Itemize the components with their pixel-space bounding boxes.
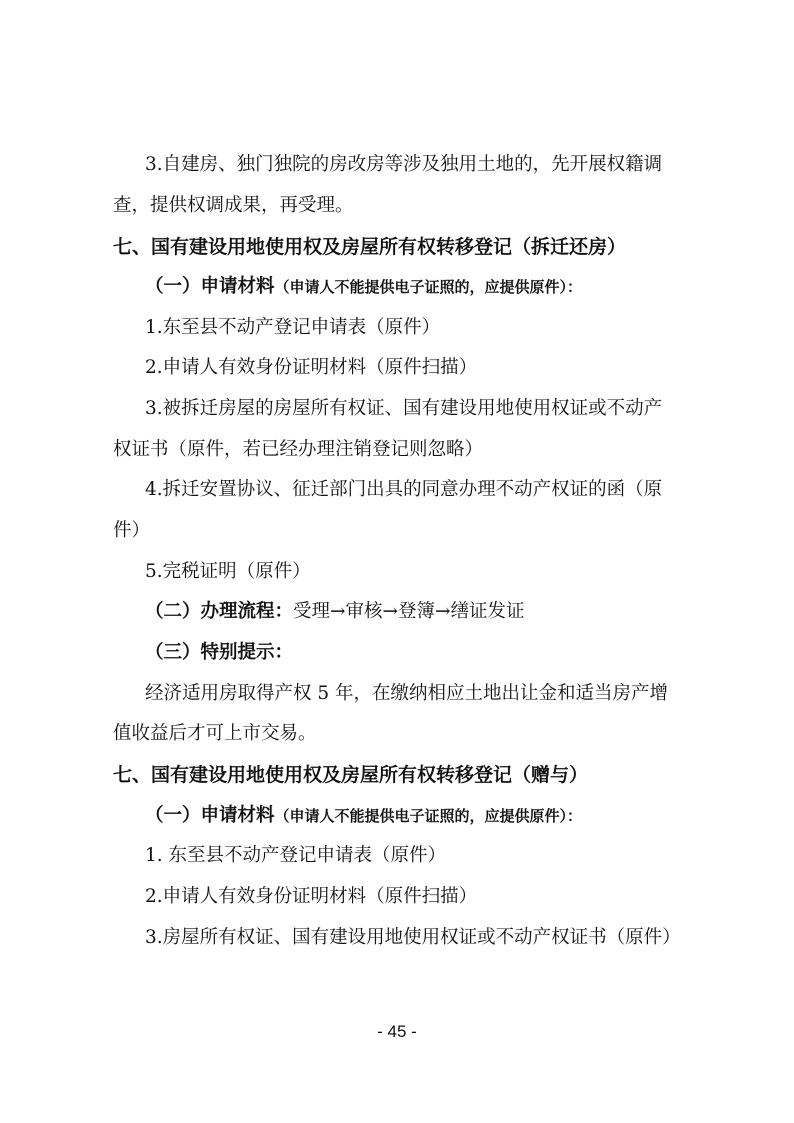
subsection-heading <box>145 641 293 665</box>
subsection-heading <box>145 804 582 828</box>
list-item: 1. 东至县不动产登记申请表（原件） <box>145 845 447 866</box>
subsection-label: （一）申请材料 <box>145 276 275 297</box>
paragraph-line: 3.自建房、独门独院的房改房等涉及独用土地的，先开展权籍调 <box>145 154 663 175</box>
list-item: 3.房屋所有权证、国有建设用地使用权证或不动产权证书（原件） <box>145 927 681 948</box>
subsection-note: （申请人不能提供电子证照的，应提供原件）： <box>274 278 583 296</box>
list-item-continuation: 权证书（原件，若已经办理注销登记则忽略） <box>113 439 484 460</box>
subsection-note: （申请人不能提供电子证照的，应提供原件）： <box>274 807 583 825</box>
list-item-continuation: 件） <box>113 520 151 541</box>
paragraph-line: 经济适用房取得产权 5 年，在缴纳相应土地出让金和适当房产增 <box>145 683 669 704</box>
list-item: 5.完税证明（原件） <box>145 561 311 582</box>
subsection-heading <box>145 275 582 299</box>
list-item: 4.拆迁安置协议、征迁部门出具的同意办理不动产权证的函（原 <box>145 479 663 500</box>
subsection-label: （二）办理流程： <box>145 601 294 622</box>
list-item: 1.东至县不动产登记申请表（原件） <box>145 317 441 338</box>
paragraph-line: 值收益后才可上市交易。 <box>113 723 317 744</box>
subsection-heading <box>145 600 525 624</box>
section-heading: 七、国有建设用地使用权及房屋所有权转移登记（赠与） <box>113 764 589 786</box>
process-flow: 受理→审核→登簿→缮证发证 <box>293 601 525 622</box>
page-number: - 45 - <box>377 1022 417 1041</box>
list-item: 2.申请人有效身份证明材料（原件扫描） <box>145 886 478 907</box>
subsection-label: （一）申请材料 <box>145 805 275 826</box>
list-item: 3.被拆迁房屋的房屋所有权证、国有建设用地使用权证或不动产 <box>145 398 663 419</box>
subsection-label: （三）特别提示： <box>145 642 294 663</box>
list-item: 2.申请人有效身份证明材料（原件扫描） <box>145 357 478 378</box>
paragraph-line: 查，提供权调成果，再受理。 <box>113 195 354 216</box>
section-heading: 七、国有建设用地使用权及房屋所有权转移登记（拆迁还房） <box>113 236 627 258</box>
